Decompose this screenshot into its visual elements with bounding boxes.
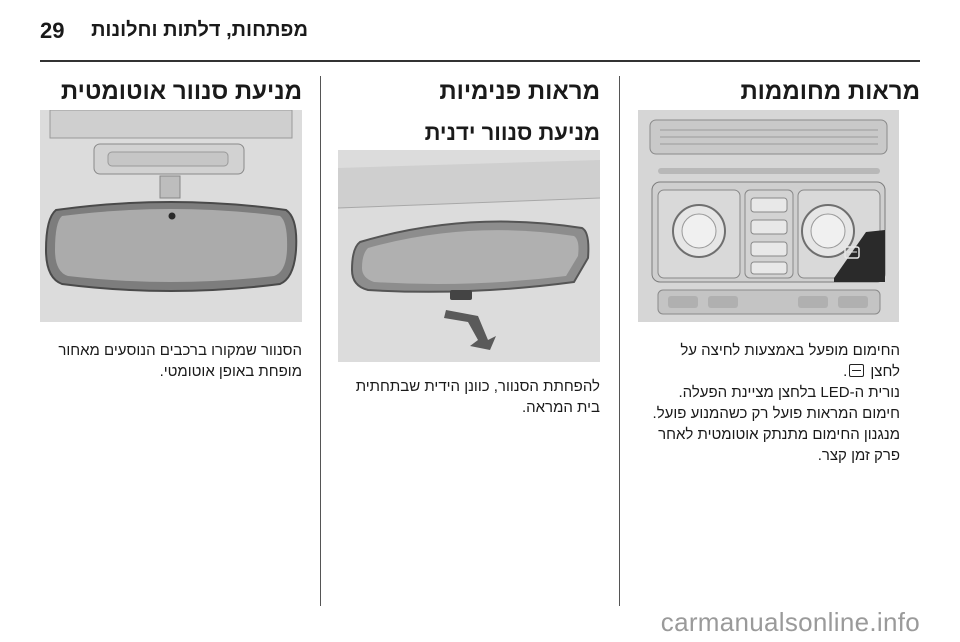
middle-column (338, 74, 600, 146)
automatic-mirror-illustration (40, 110, 302, 322)
right-column (658, 74, 920, 106)
engine-line-2: מנגנון החימום מתנתק אוטומטית לאחר (658, 426, 900, 443)
automatic-anti-glare-heading: מניעת סנוור אוטומטית (60, 78, 302, 105)
column-divider-right (619, 76, 620, 606)
paragraph-engine (645, 403, 900, 466)
automatic-line-1: הסנוור שמקורו ברכבים הנוסעים מאחור (58, 342, 302, 359)
page-title: מפתחות, דלתות וחלונות (91, 19, 308, 41)
climate-control-panel-illustration (638, 110, 899, 322)
automatic-anti-glare-text (40, 340, 302, 382)
page-number: 29 (40, 18, 65, 43)
interior-mirrors-heading: מראות פנימיות (439, 78, 600, 105)
watermark: carmanualsonline.info (660, 607, 920, 637)
manual-anti-glare-text (338, 376, 600, 418)
header-rule (40, 60, 920, 62)
manual-line-2: בית המראה. (521, 399, 600, 416)
paragraph-led: נורית ה-LED בלחצן מציינת הפעלה. (678, 384, 900, 401)
engine-line-1: חימום המראות פועל רק כשהמנוע פועל. (652, 405, 900, 422)
manual-mirror-illustration (338, 150, 600, 362)
engine-line-3: פרק זמן קצר. (817, 447, 900, 464)
paragraph-activation (645, 340, 900, 382)
activation-line-2-end: . (843, 363, 848, 380)
column-divider-left (320, 76, 321, 606)
automatic-mirror-figure (40, 110, 302, 322)
heated-mirror-button-icon (849, 364, 864, 377)
manual-mirror-figure (338, 150, 600, 362)
left-column (40, 74, 302, 106)
heated-mirror-controls-figure (638, 110, 899, 322)
activation-line-2: לחצן (870, 363, 900, 380)
heated-mirrors-heading: מראות מחוממות (740, 78, 920, 105)
manual-line-1: להפחתת הסנוור, כוונן הידית שבתחתית (355, 378, 600, 395)
manual-anti-glare-subheading: מניעת סנוור ידנית (424, 120, 600, 145)
heated-mirrors-text (645, 340, 900, 466)
light-sensor-icon (169, 213, 176, 220)
automatic-line-2: מופחת באופן אוטומטי. (159, 363, 302, 380)
activation-line-1: החימום מופעל באמצעות לחיצה על (680, 342, 900, 359)
